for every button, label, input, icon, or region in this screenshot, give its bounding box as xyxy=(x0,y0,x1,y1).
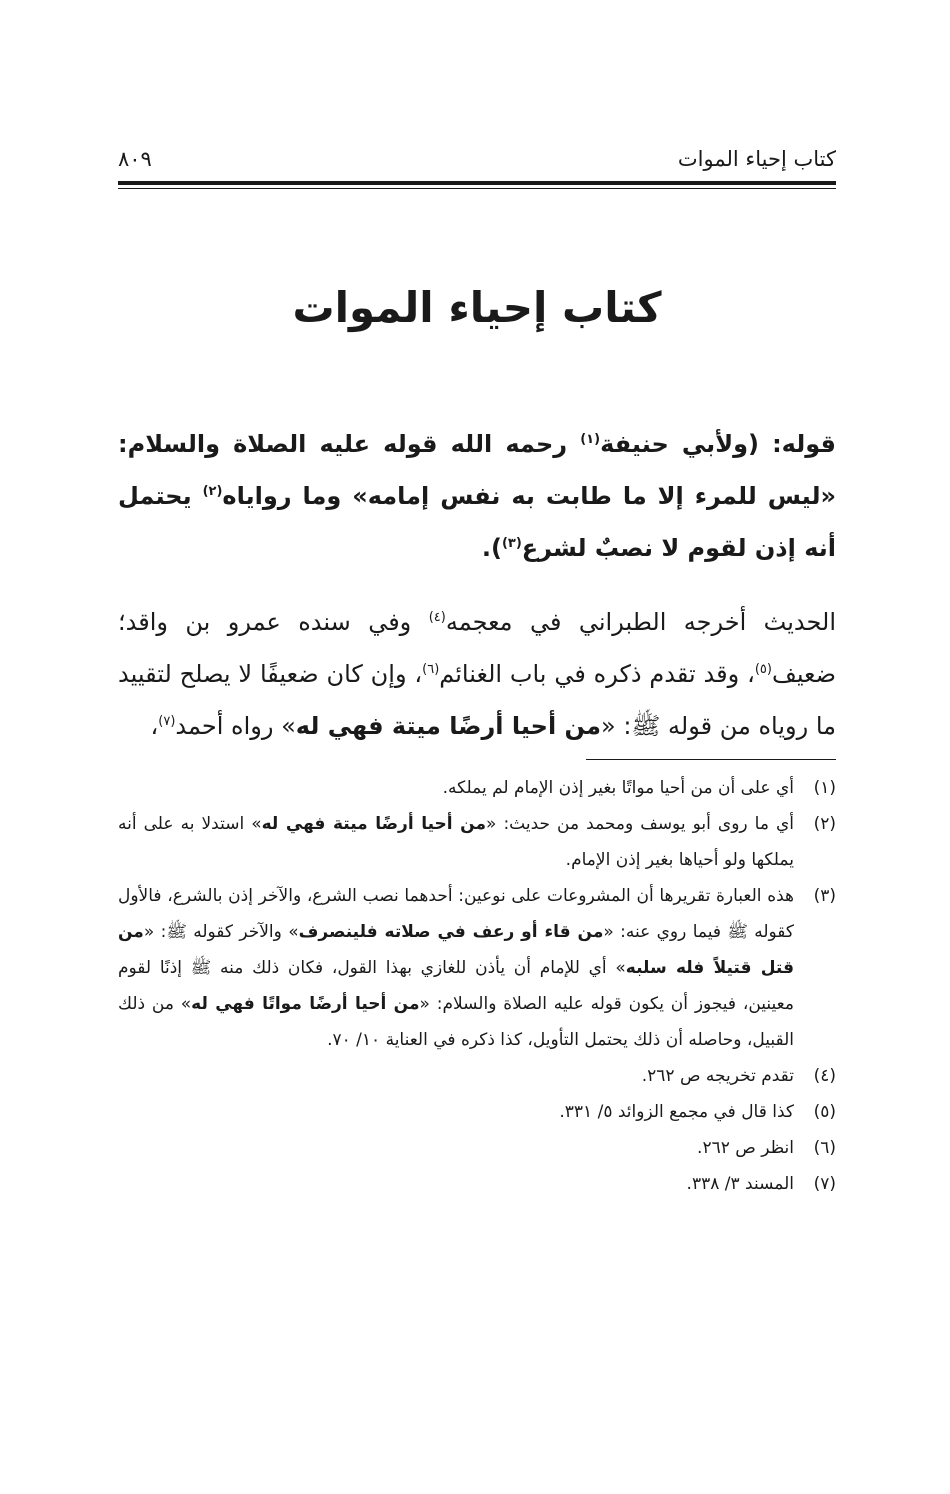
quote-text: ). xyxy=(481,534,502,562)
footnote xyxy=(118,806,836,878)
chapter-title: كتاب إحياء الموات xyxy=(292,283,662,332)
footnote-ref-1: (١) xyxy=(580,432,601,447)
page-number: ٨٠٩ xyxy=(118,147,152,171)
footnotes xyxy=(118,770,836,1202)
footnote-quote: من قتل قتيلاً فله سلبه xyxy=(118,922,794,978)
footnote-ref-3: (٣) xyxy=(501,536,522,551)
header-rule-thick xyxy=(118,181,836,185)
footnote-ref-7: (٧) xyxy=(158,714,176,729)
footnote-number: (٥) xyxy=(813,1102,836,1122)
footnote-separator xyxy=(586,759,836,760)
commentary-paragraph xyxy=(118,596,836,752)
footnote-text: كذا قال في مجمع الزوائد ٥/ ٣٣١. xyxy=(559,1102,794,1122)
footnote xyxy=(118,1130,836,1166)
footnote-ref-4: (٤) xyxy=(428,610,446,625)
running-title: كتاب إحياء الموات xyxy=(677,147,836,171)
footnote xyxy=(118,878,836,1058)
body-text: ، xyxy=(150,712,159,740)
footnote-text: أي على أن من أحيا مواتًا بغير إذن الإمام لم يملكه. xyxy=(442,778,794,798)
hadith-quote: من أحيا أرضًا ميتة فهي له xyxy=(295,712,601,740)
footnote-number: (٧) xyxy=(813,1174,836,1194)
footnote-ref-6: (٦) xyxy=(422,662,440,677)
main-text xyxy=(118,418,836,752)
header-rule-thin xyxy=(118,188,836,189)
footnote xyxy=(118,1094,836,1130)
footnote-number: (٣) xyxy=(813,886,836,906)
footnote xyxy=(118,770,836,806)
running-header xyxy=(118,144,836,178)
body-text: وفي سنده عمرو بن واقد؛ ضعيف xyxy=(118,608,837,688)
footnote-text: » أي للإمام أن يأذن للغازي بهذا القول، فكان ذلك منه ﷺ إذنًا لقوم معينين، فيجوز أن يكون قوله عليه الصلاة والسلام: « xyxy=(118,958,794,1014)
footnote-ref-2: (٢) xyxy=(202,484,223,499)
footnote-text: تقدم تخريجه ص ٢٦٢. xyxy=(641,1066,794,1086)
footnote-text: » والآخر كقوله ﷺ: « xyxy=(143,922,299,942)
body-text: ، وقد تقدم ذكره في باب الغنائم xyxy=(439,660,755,688)
quoted-text-paragraph xyxy=(118,418,836,574)
footnote-ref-5: (٥) xyxy=(754,662,772,677)
body-text: » رواه أحمد xyxy=(175,712,296,740)
footnote-quote: من قاء أو رعف في صلاته فلينصرف xyxy=(298,922,604,942)
footnote-number: (٤) xyxy=(813,1066,836,1086)
footnote xyxy=(118,1166,836,1202)
footnote-text: المسند ٣/ ٣٣٨. xyxy=(686,1174,794,1194)
footnote-number: (١) xyxy=(813,778,836,798)
footnote-number: (٦) xyxy=(813,1138,836,1158)
quote-text: رحمه الله قوله عليه الصلاة والسلام: «ليس للمرء إلا ما طابت به نفس إمامه» وما رواياه xyxy=(118,430,836,510)
footnote-number: (٢) xyxy=(813,814,836,834)
body-text: ، وإن كان ضعيفًا لا يصلح لتقييد ما روياه من قوله ﷺ: « xyxy=(118,660,836,740)
footnote-text: انظر ص ٢٦٢. xyxy=(697,1138,794,1158)
quote-text: قوله: (ولأبي حنيفة xyxy=(600,430,836,458)
footnote-text: » من ذلك القبيل، وحاصله أن ذلك يحتمل التأويل، كذا ذكره في العناية ١٠/ ٧٠. xyxy=(118,994,794,1050)
footnote-text: أي ما روى أبو يوسف ومحمد من حديث: « xyxy=(486,814,795,834)
quote-text: يحتمل أنه إذن لقوم لا نصبٌ لشرع xyxy=(118,482,836,562)
footnote-quote: من أحيا أرضًا مواتًا فهي له xyxy=(191,994,420,1014)
footnote xyxy=(118,1058,836,1094)
footnote-text: » استدلا به على أنه يملكها ولو أحياها بغير إذن الإمام. xyxy=(118,814,794,870)
footnote-quote: من أحيا أرضًا ميتة فهي له xyxy=(261,814,486,834)
body-text: الحديث أخرجه الطبراني في معجمه xyxy=(445,608,836,636)
footnote-text: هذه العبارة تقريرها أن المشروعات على نوعين: أحدهما نصب الشرع، والآخر إذن بالشرع، فالأول كقوله ﷺ فيما روي عنه: « xyxy=(118,886,794,942)
